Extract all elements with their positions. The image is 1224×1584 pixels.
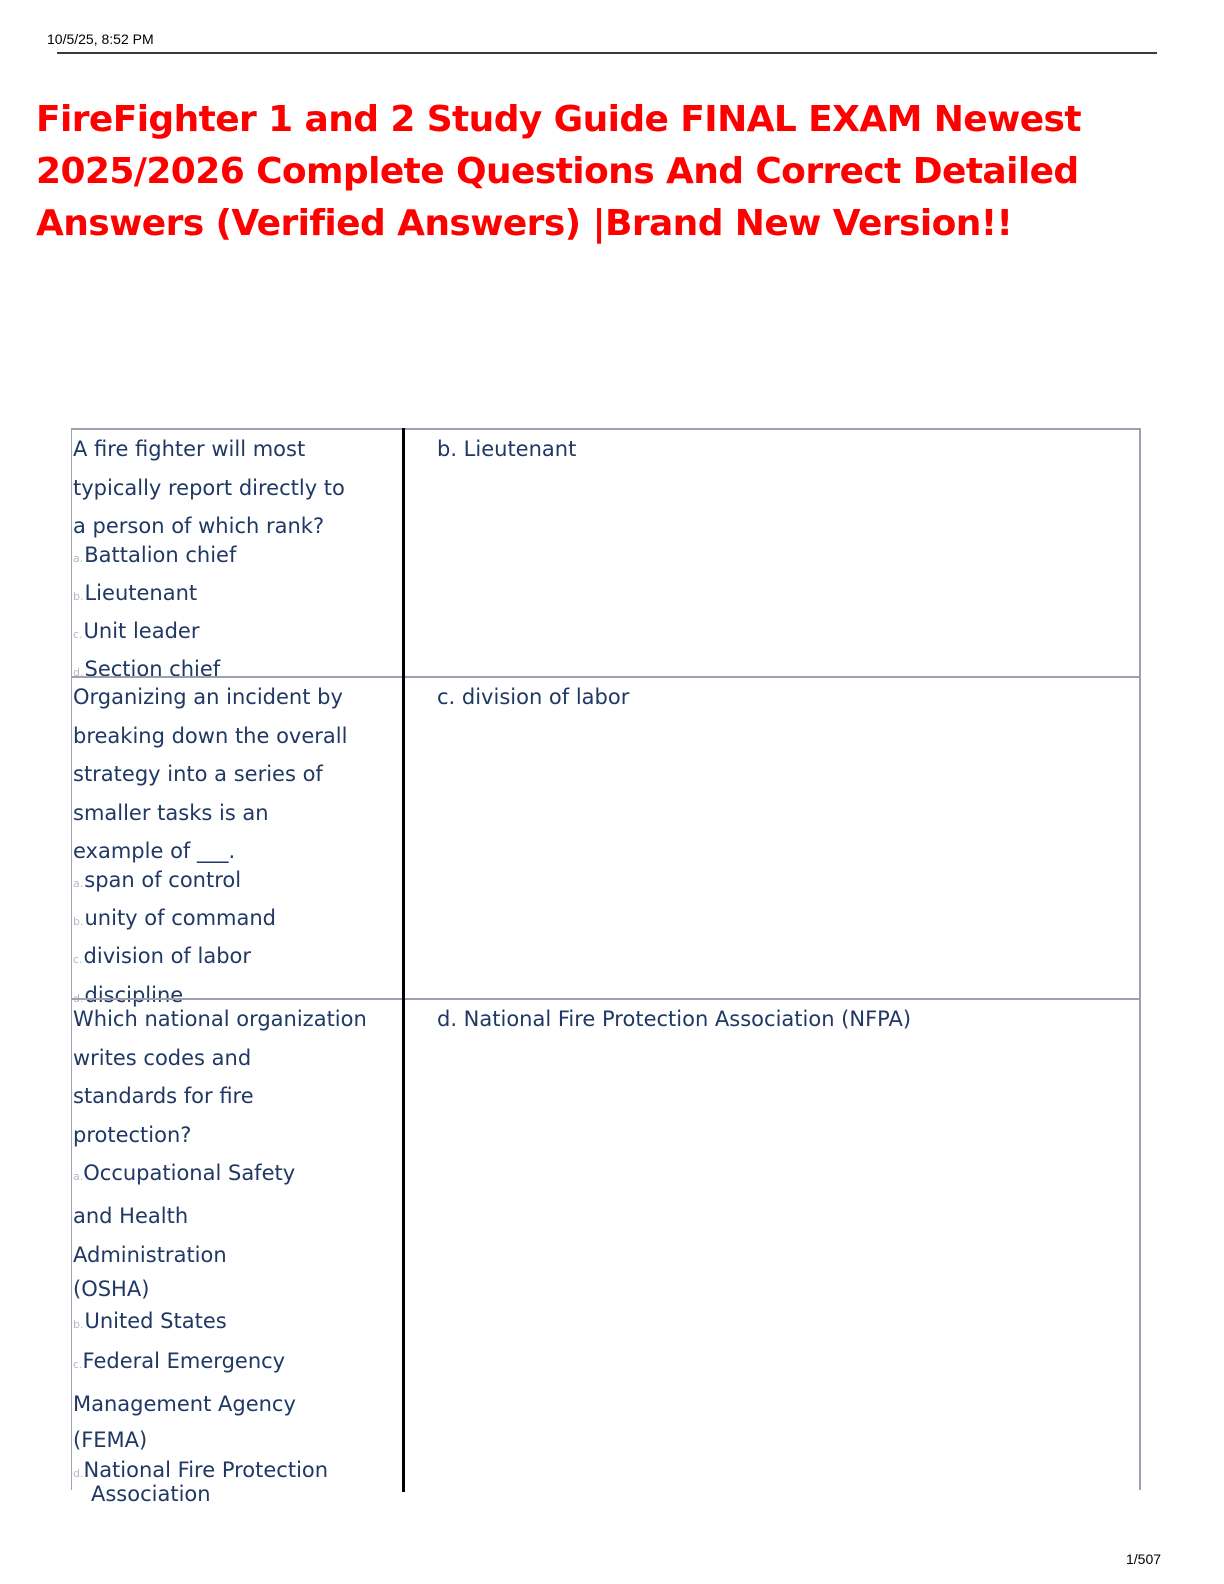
option-d-continued: Association	[91, 1481, 211, 1506]
option-a: a.Battalion chief	[73, 542, 237, 567]
option-c-continued: Management Agency	[73, 1391, 296, 1416]
answer-cell: b. Lieutenant	[437, 437, 577, 461]
answer-cell: d. National Fire Protection Association (NFPA)	[437, 1007, 912, 1031]
title-line: FireFighter 1 and 2 Study Guide FINAL EXAM Newest	[36, 99, 1081, 140]
question-text: Organizing an incident by breaking down the overall strategy into a series of smaller tasks is an example of ___.	[73, 685, 348, 864]
table-row	[72, 998, 1139, 1506]
question-cell	[73, 1000, 393, 1504]
option-d: d.National Fire Protection	[73, 1457, 329, 1482]
option-d: d.Section chief	[73, 657, 221, 682]
question-cell	[73, 678, 393, 1016]
option-b: b.Lieutenant	[73, 580, 198, 605]
column-divider	[402, 428, 405, 676]
question-text: A fire fighter will most typically report directly to a person of which rank?	[73, 437, 345, 539]
option-a-continued: Administration	[73, 1242, 227, 1267]
question-text: Which national organization writes codes and standards for fire protection?	[73, 1007, 367, 1147]
document-title	[36, 94, 1156, 250]
question-cell	[73, 430, 393, 691]
column-divider	[402, 676, 405, 998]
option-c: c.division of labor	[73, 944, 252, 969]
option-a: a.Occupational Safety	[73, 1161, 296, 1186]
column-divider	[402, 998, 405, 1492]
option-a-continued: (OSHA)	[73, 1277, 150, 1302]
option-c: c.Unit leader	[73, 619, 200, 644]
option-b: b.unity of command	[73, 906, 277, 931]
option-d: d.discipline	[73, 982, 184, 1007]
print-date: 10/5/25, 8:52 PM	[47, 31, 154, 47]
page-number: 1/507	[1126, 1551, 1162, 1567]
option-c-continued: (FEMA)	[73, 1427, 148, 1452]
option-b: b.United States	[73, 1309, 227, 1334]
table-row	[72, 676, 1139, 1007]
option-c: c.Federal Emergency	[73, 1349, 286, 1374]
answer-cell: c. division of labor	[437, 685, 630, 709]
table-row	[72, 430, 1139, 682]
title-line: Answers (Verified Answers) |Brand New Version!!	[36, 203, 1013, 244]
header-rule	[57, 52, 1157, 54]
option-a: a.span of control	[73, 867, 242, 892]
option-a-continued: and Health	[73, 1203, 189, 1228]
title-line: 2025/2026 Complete Questions And Correct Detailed	[36, 151, 1079, 192]
qa-table	[71, 428, 1141, 1506]
